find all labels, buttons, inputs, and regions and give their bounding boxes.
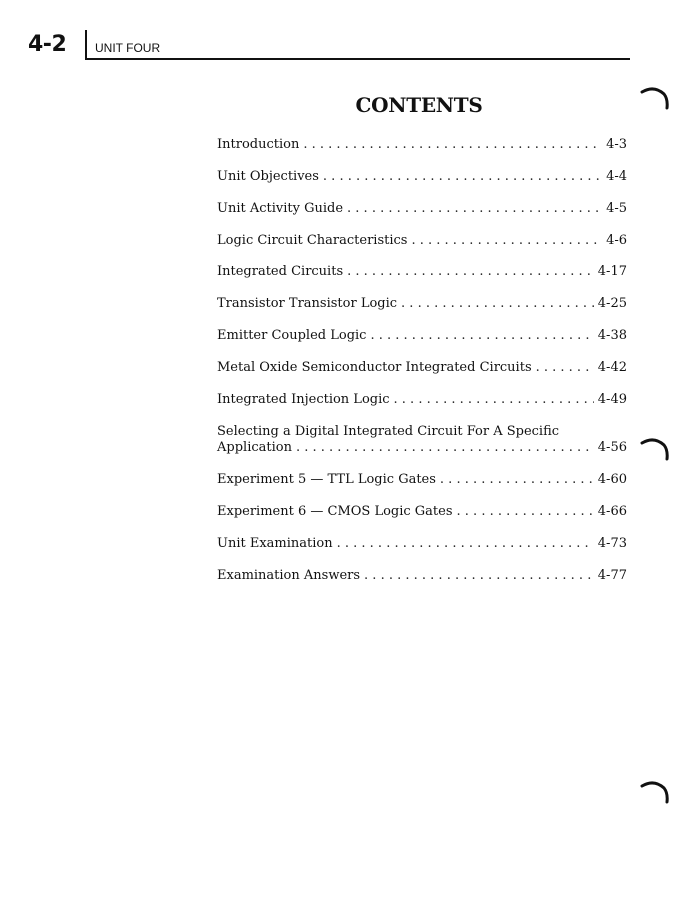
dot-leader [536,360,594,376]
toc-entry-mos-integrated-circuits [217,360,627,376]
toc-entry-integrated-injection-logic [217,392,627,408]
toc-entry-emitter-coupled-logic [217,328,627,344]
toc-entry-experiment-5 [217,472,627,488]
dot-leader [296,440,594,456]
toc-entry-page: 4-6 [606,233,627,248]
dot-leader [370,328,593,344]
toc-entry-logic-circuit-characteristics [217,233,627,249]
toc-entry-page: 4-60 [597,472,627,487]
header-divider [85,30,87,59]
toc-entry-page: 4-77 [597,568,627,583]
toc-entry-unit-activity-guide [217,201,627,217]
header-rule [85,58,630,60]
toc-entry-label: Emitter Coupled Logic [217,328,367,343]
toc-entry-label: Integrated Injection Logic [217,392,390,407]
dot-leader [347,201,602,217]
binding-hole-mark [640,437,670,461]
dot-leader [303,137,602,153]
toc-entry-page: 4-4 [606,169,627,184]
toc-entry-page: 4-42 [597,360,627,375]
toc-entry-integrated-circuits [217,264,627,280]
toc-entry-page: 4-3 [606,137,627,152]
page-title: CONTENTS [355,93,483,117]
toc-entry-label: Application [217,440,292,455]
toc-entry-page: 4-5 [606,201,627,216]
toc-entry-page: 4-66 [597,504,627,519]
dot-leader [457,504,594,520]
dot-leader [394,392,594,408]
toc-entry-label: Unit Objectives [217,169,319,184]
binding-hole-mark [640,86,670,110]
toc-entry-label: Unit Examination [217,536,333,551]
toc-entry-label: Experiment 5 — TTL Logic Gates [217,472,436,487]
toc-entry-introduction [217,137,627,153]
toc-entry-unit-objectives [217,169,627,185]
page-number: 4-2 [28,32,67,57]
toc-entry-page: 4-38 [597,328,627,343]
toc-entry-label: Transistor Transistor Logic [217,296,398,311]
binding-hole-mark [640,780,670,804]
dot-leader [323,169,602,185]
toc-entry-label: Unit Activity Guide [217,201,344,216]
toc-entry-label-line1: Selecting a Digital Integrated Circuit For A Specific [217,424,560,439]
toc-entry-examination-answers [217,568,627,584]
toc-entry-page: 4-73 [597,536,627,551]
dot-leader [411,233,602,249]
toc-entry-label: Logic Circuit Characteristics [217,233,408,248]
toc-entry-page: 4-49 [597,392,627,407]
dot-leader [440,472,594,488]
toc-entry-experiment-6 [217,504,627,520]
toc-entry-page: 4-56 [597,440,627,455]
unit-label: UNIT FOUR [95,41,161,55]
toc-entry-transistor-transistor-logic [217,296,627,312]
dot-leader [364,568,594,584]
toc-entry-label: Introduction [217,137,300,152]
toc-entry-selecting-digital-ic [217,440,627,456]
dot-leader [337,536,594,552]
toc-entry-label: Examination Answers [217,568,361,583]
page-header [26,30,630,60]
dot-leader [347,264,594,280]
dot-leader [401,296,594,312]
toc-entry-label: Integrated Circuits [217,264,344,279]
toc-entry-page: 4-17 [597,264,627,279]
toc-entry-page: 4-25 [597,296,627,311]
toc-entry-unit-examination [217,536,627,552]
toc-entry-label: Metal Oxide Semiconductor Integrated Circuits [217,360,532,375]
toc-entry-label: Experiment 6 — CMOS Logic Gates [217,504,453,519]
